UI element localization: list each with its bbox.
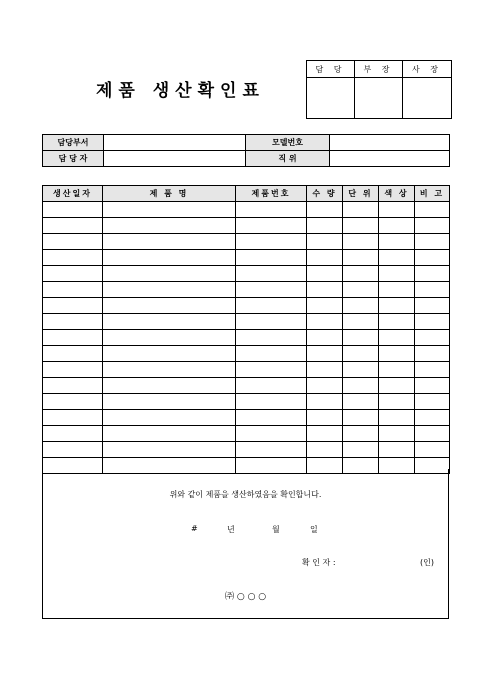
table-cell[interactable] xyxy=(343,426,379,442)
col-product-number: 제품번호 xyxy=(236,186,307,202)
col-quantity: 수 량 xyxy=(307,186,343,202)
approval-header-staff: 담 당 xyxy=(307,61,355,78)
table-row xyxy=(43,394,450,410)
table-cell[interactable] xyxy=(236,330,307,346)
table-cell[interactable] xyxy=(307,394,343,410)
table-cell[interactable] xyxy=(343,202,379,218)
table-row xyxy=(43,346,450,362)
department-field[interactable] xyxy=(104,135,246,151)
table-cell[interactable] xyxy=(379,426,415,442)
table-cell[interactable] xyxy=(307,202,343,218)
day-label: 일 xyxy=(310,525,318,534)
table-cell[interactable] xyxy=(415,234,450,250)
table-cell[interactable] xyxy=(307,346,343,362)
table-cell[interactable] xyxy=(43,314,103,330)
table-cell[interactable] xyxy=(343,394,379,410)
table-row xyxy=(43,266,450,282)
table-cell[interactable] xyxy=(103,378,236,394)
table-cell[interactable] xyxy=(236,346,307,362)
table-cell[interactable] xyxy=(415,362,450,378)
table-cell[interactable] xyxy=(415,442,450,458)
table-row xyxy=(43,314,450,330)
table-cell[interactable] xyxy=(103,330,236,346)
table-cell[interactable] xyxy=(43,426,103,442)
table-cell[interactable] xyxy=(307,250,343,266)
table-cell[interactable] xyxy=(236,218,307,234)
table-cell[interactable] xyxy=(236,426,307,442)
table-cell[interactable] xyxy=(236,378,307,394)
table-cell[interactable] xyxy=(307,234,343,250)
table-cell[interactable] xyxy=(379,314,415,330)
table-cell[interactable] xyxy=(343,234,379,250)
table-row xyxy=(43,282,450,298)
table-cell[interactable] xyxy=(415,330,450,346)
table-cell[interactable] xyxy=(236,394,307,410)
col-production-date: 생산일자 xyxy=(43,186,103,202)
table-cell[interactable] xyxy=(236,266,307,282)
table-cell[interactable] xyxy=(307,362,343,378)
table-cell[interactable] xyxy=(379,378,415,394)
table-cell[interactable] xyxy=(43,218,103,234)
table-cell[interactable] xyxy=(236,362,307,378)
table-row xyxy=(43,426,450,442)
table-cell[interactable] xyxy=(379,346,415,362)
table-row xyxy=(43,298,450,314)
table-cell[interactable] xyxy=(103,362,236,378)
table-cell[interactable] xyxy=(415,202,450,218)
table-cell[interactable] xyxy=(103,234,236,250)
table-row xyxy=(43,218,450,234)
table-cell[interactable] xyxy=(103,266,236,282)
table-cell[interactable] xyxy=(379,362,415,378)
approval-sign-president[interactable] xyxy=(403,78,452,119)
table-cell[interactable] xyxy=(343,282,379,298)
table-cell[interactable] xyxy=(343,442,379,458)
table-cell[interactable] xyxy=(307,298,343,314)
approval-header-president: 사 장 xyxy=(403,61,452,78)
table-cell[interactable] xyxy=(43,394,103,410)
col-unit: 단 위 xyxy=(343,186,379,202)
table-cell[interactable] xyxy=(379,218,415,234)
table-row xyxy=(43,250,450,266)
table-cell[interactable] xyxy=(236,250,307,266)
seal-label: (인) xyxy=(420,558,434,567)
table-cell[interactable] xyxy=(307,266,343,282)
table-cell[interactable] xyxy=(103,250,236,266)
confirmation-section xyxy=(42,469,449,619)
table-cell[interactable] xyxy=(343,330,379,346)
table-row xyxy=(43,410,450,426)
person-in-charge-field[interactable] xyxy=(104,151,246,167)
table-cell[interactable] xyxy=(415,282,450,298)
position-label: 직 위 xyxy=(246,151,330,167)
table-cell[interactable] xyxy=(343,314,379,330)
table-cell[interactable] xyxy=(43,346,103,362)
model-number-field[interactable] xyxy=(330,135,450,151)
table-cell[interactable] xyxy=(103,314,236,330)
table-cell[interactable] xyxy=(343,410,379,426)
table-cell[interactable] xyxy=(43,282,103,298)
table-cell[interactable] xyxy=(343,266,379,282)
table-cell[interactable] xyxy=(236,410,307,426)
table-cell[interactable] xyxy=(103,202,236,218)
table-cell[interactable] xyxy=(103,410,236,426)
table-cell[interactable] xyxy=(307,410,343,426)
table-row xyxy=(43,362,450,378)
table-cell[interactable] xyxy=(415,250,450,266)
confirmer-label: 확 인 자 : xyxy=(302,558,336,567)
page-title: 제품 생산확인표 xyxy=(96,81,265,101)
table-cell[interactable] xyxy=(379,442,415,458)
department-label: 담당부서 xyxy=(43,135,104,151)
person-in-charge-label: 담 당 자 xyxy=(43,151,104,167)
table-cell[interactable] xyxy=(343,346,379,362)
table-cell[interactable] xyxy=(43,266,103,282)
date-hash: # xyxy=(191,524,198,533)
table-cell[interactable] xyxy=(103,298,236,314)
year-label: 년 xyxy=(227,525,235,534)
table-cell[interactable] xyxy=(379,250,415,266)
table-cell[interactable] xyxy=(103,346,236,362)
table-cell[interactable] xyxy=(103,394,236,410)
table-cell[interactable] xyxy=(415,314,450,330)
table-cell[interactable] xyxy=(415,394,450,410)
table-cell[interactable] xyxy=(379,298,415,314)
table-cell[interactable] xyxy=(103,442,236,458)
month-label: 월 xyxy=(272,525,280,534)
position-field[interactable] xyxy=(330,151,450,167)
table-cell[interactable] xyxy=(307,378,343,394)
table-cell[interactable] xyxy=(343,250,379,266)
table-cell[interactable] xyxy=(307,330,343,346)
production-table xyxy=(42,185,450,474)
table-cell[interactable] xyxy=(379,266,415,282)
table-cell[interactable] xyxy=(236,282,307,298)
company-name: ㈜ ○ ○ ○ xyxy=(225,592,267,602)
table-cell[interactable] xyxy=(43,330,103,346)
table-cell[interactable] xyxy=(43,410,103,426)
table-cell[interactable] xyxy=(307,282,343,298)
table-cell[interactable] xyxy=(415,346,450,362)
table-cell[interactable] xyxy=(43,442,103,458)
table-cell[interactable] xyxy=(379,202,415,218)
table-cell[interactable] xyxy=(236,442,307,458)
table-cell[interactable] xyxy=(236,202,307,218)
table-cell[interactable] xyxy=(307,442,343,458)
col-product-name: 제 품 명 xyxy=(103,186,236,202)
table-cell[interactable] xyxy=(379,330,415,346)
table-cell[interactable] xyxy=(43,250,103,266)
table-cell[interactable] xyxy=(103,282,236,298)
table-cell[interactable] xyxy=(415,218,450,234)
table-cell[interactable] xyxy=(415,410,450,426)
table-cell[interactable] xyxy=(103,218,236,234)
table-row xyxy=(43,234,450,250)
table-cell[interactable] xyxy=(307,218,343,234)
table-cell[interactable] xyxy=(343,378,379,394)
table-cell[interactable] xyxy=(379,394,415,410)
table-cell[interactable] xyxy=(236,234,307,250)
table-cell[interactable] xyxy=(43,234,103,250)
table-cell[interactable] xyxy=(343,298,379,314)
table-cell[interactable] xyxy=(307,314,343,330)
approval-sign-manager[interactable] xyxy=(355,78,403,119)
model-number-label: 모델번호 xyxy=(246,135,330,151)
table-cell[interactable] xyxy=(379,410,415,426)
table-cell[interactable] xyxy=(103,426,236,442)
table-cell[interactable] xyxy=(379,282,415,298)
table-cell[interactable] xyxy=(43,202,103,218)
table-cell[interactable] xyxy=(415,266,450,282)
approval-table xyxy=(306,60,452,119)
table-cell[interactable] xyxy=(43,378,103,394)
info-table xyxy=(42,134,450,167)
table-cell[interactable] xyxy=(236,314,307,330)
table-cell[interactable] xyxy=(343,218,379,234)
table-cell[interactable] xyxy=(343,362,379,378)
table-row xyxy=(43,202,450,218)
table-cell[interactable] xyxy=(43,298,103,314)
approval-header-manager: 부 장 xyxy=(355,61,403,78)
col-remarks: 비 고 xyxy=(415,186,450,202)
table-cell[interactable] xyxy=(236,298,307,314)
confirmation-statement: 위와 같이 제품을 생산하였음을 확인합니다. xyxy=(169,490,322,499)
approval-sign-staff[interactable] xyxy=(307,78,355,119)
table-cell[interactable] xyxy=(415,426,450,442)
table-cell[interactable] xyxy=(415,298,450,314)
table-row xyxy=(43,442,450,458)
col-color: 색 상 xyxy=(379,186,415,202)
table-cell[interactable] xyxy=(43,362,103,378)
table-row xyxy=(43,330,450,346)
table-cell[interactable] xyxy=(307,426,343,442)
table-cell[interactable] xyxy=(415,378,450,394)
table-cell[interactable] xyxy=(379,234,415,250)
table-row xyxy=(43,378,450,394)
